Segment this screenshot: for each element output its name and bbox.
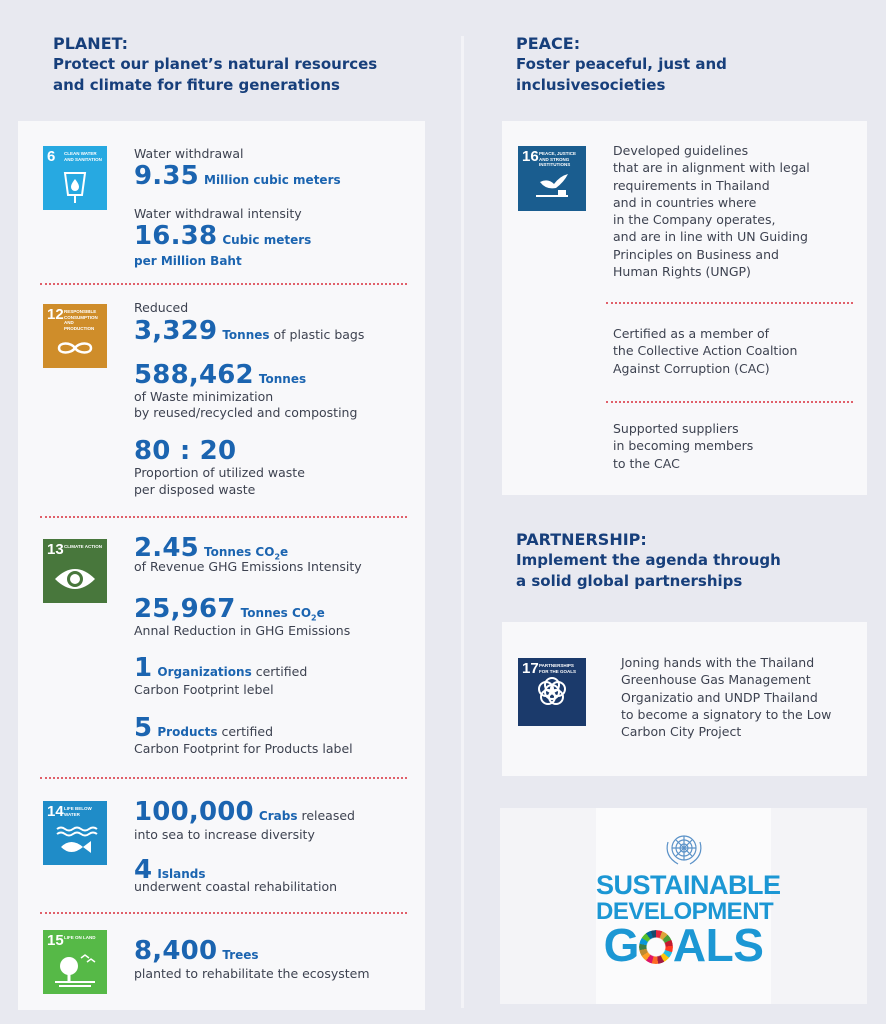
partnership-text-line: Joning hands with the Thailand xyxy=(621,655,815,670)
sdg13-number: 13 xyxy=(47,541,64,558)
reduction-unit-e: e xyxy=(316,606,325,620)
peace-title: PEACE: xyxy=(516,34,581,53)
sdg6-number: 6 xyxy=(47,148,56,165)
plastic-text: of plastic bags xyxy=(269,327,365,342)
separator xyxy=(40,283,407,285)
sdg17-icon xyxy=(518,658,586,726)
sdg12-icon xyxy=(43,304,107,368)
intensity-metric xyxy=(134,222,311,250)
peace-heading xyxy=(516,34,727,96)
sdg-logo-line-2: DEVELOPMENT xyxy=(596,898,774,925)
sdg15-number: 15 xyxy=(47,932,64,949)
sdg-logo xyxy=(596,808,781,1004)
waste-metric xyxy=(134,361,306,389)
waste-line-1: of Waste minimization xyxy=(134,389,274,404)
sdg12-number: 12 xyxy=(47,306,64,323)
partnership-text-line: Greenhouse Gas Management xyxy=(621,672,811,688)
partnership-text xyxy=(621,654,831,740)
sdg15-icon xyxy=(43,930,107,994)
partnership-heading xyxy=(516,530,781,592)
org-value: 1 xyxy=(134,653,153,683)
separator xyxy=(40,777,407,779)
water-metric xyxy=(134,162,341,190)
partnership-text-line: Organizatio and UNDP Thailand xyxy=(621,689,818,705)
sdg6-caption: CLEAN WATER AND SANITATION xyxy=(64,151,102,162)
separator xyxy=(606,401,853,403)
org-unit: Organizations xyxy=(157,665,252,679)
peace-item-3-line: Supported suppliers xyxy=(613,421,739,436)
islands-unit: Islands xyxy=(157,867,206,881)
sdg14-icon xyxy=(43,801,107,865)
sdg14-caption: LIFE BELOW WATER xyxy=(64,806,92,817)
trees-value: 8,400 xyxy=(134,936,218,966)
sdg-logo-g: G xyxy=(603,919,639,971)
crabs-metric xyxy=(134,798,355,826)
trees-metric xyxy=(134,937,259,965)
peace-item-2-line: Certified as a member of xyxy=(613,326,770,341)
intensity-unit-2: per Million Baht xyxy=(134,254,242,268)
planet-title: PLANET: xyxy=(53,34,129,53)
sdg17-caption: PARTNERSHIPS FOR THE GOALS xyxy=(539,663,576,674)
reduction-text: Annal Reduction in GHG Emissions xyxy=(134,623,351,638)
sdg16-caption: PEACE, JUSTICE AND STRONG INSTITUTIONS xyxy=(539,151,577,167)
crabs-value: 100,000 xyxy=(134,797,254,827)
partnership-title: PARTNERSHIP: xyxy=(516,530,647,549)
plastic-metric xyxy=(134,317,364,345)
sdg16-icon xyxy=(518,146,586,211)
intensity-label: Water withdrawal intensity xyxy=(134,206,302,221)
column-divider xyxy=(461,36,464,1008)
plastic-value: 3,329 xyxy=(134,316,218,346)
peace-item-1-line: that are in alignment with legal xyxy=(613,160,810,176)
prod-unit: Products xyxy=(157,725,218,739)
peace-item-1-line: in the Company operates, xyxy=(613,212,776,228)
water-unit: Million cubic meters xyxy=(204,173,341,187)
un-emblem-icon xyxy=(662,832,706,868)
sdg-logo-panel xyxy=(500,808,867,1004)
reduction-value: 25,967 xyxy=(134,594,236,624)
water-label: Water withdrawal xyxy=(134,146,244,161)
trees-unit: Trees xyxy=(222,948,259,962)
planet-heading xyxy=(53,34,377,96)
sdg16-number: 16 xyxy=(522,148,539,165)
peace-item-1-line: Developed guidelines xyxy=(613,143,749,158)
peace-item-2 xyxy=(613,325,797,377)
islands-line-2: underwent coastal rehabilitation xyxy=(134,879,338,894)
ghg-unit-e: e xyxy=(280,545,289,559)
ratio-line-1: Proportion of utilized waste xyxy=(134,465,305,480)
water-value: 9.35 xyxy=(134,161,199,191)
sdg-wheel-icon xyxy=(639,930,673,964)
separator xyxy=(40,912,407,914)
partnership-text-line: Carbon City Project xyxy=(621,724,742,740)
peace-subtitle-2: inclusivesocieties xyxy=(516,76,666,94)
peace-item-1-line: and are in line with UN Guiding xyxy=(613,229,808,245)
planet-card xyxy=(18,121,425,1010)
peace-subtitle-1: Foster peaceful, just and xyxy=(516,55,727,73)
ghg-unit-text: Tonnes CO xyxy=(204,545,275,559)
org-line-2: Carbon Footprint lebel xyxy=(134,682,274,697)
peace-card xyxy=(502,121,867,495)
crabs-text: released xyxy=(297,808,355,823)
peace-item-1-line: and in countries where xyxy=(613,194,757,210)
ghg-value: 2.45 xyxy=(134,533,199,563)
separator xyxy=(606,302,853,304)
org-text: certified xyxy=(251,664,308,679)
peace-item-1-line: requirements in Thailand xyxy=(613,177,770,193)
planet-subtitle-1: Protect our planet’s natural resources xyxy=(53,55,378,73)
reduction-unit-sub: 2 xyxy=(311,613,317,623)
partnership-card xyxy=(502,622,867,776)
peace-item-2-line: Against Corruption (CAC) xyxy=(613,360,770,376)
sdg13-caption: CLIMATE ACTION xyxy=(64,544,102,549)
partnership-subtitle-2: a solid global partnerships xyxy=(516,572,743,590)
waste-line-2: by reused/recycled and composting xyxy=(134,405,358,420)
reduced-label: Reduced xyxy=(134,300,189,315)
reduction-unit-text: Tonnes CO xyxy=(240,606,312,620)
intensity-unit: Cubic meters xyxy=(222,233,312,247)
sdg13-icon xyxy=(43,539,107,603)
peace-item-2-line: the Collective Action Coaltion xyxy=(613,343,798,359)
prod-line-2: Carbon Footprint for Products label xyxy=(134,741,353,756)
sdg-logo-line-3 xyxy=(596,921,771,969)
waste-unit: Tonnes xyxy=(258,372,307,386)
peace-item-1-line: Human Rights (UNGP) xyxy=(613,264,751,280)
peace-item-1 xyxy=(613,142,810,280)
sdg-logo-als: ALS xyxy=(672,919,764,971)
trees-line-2: planted to rehabilitate the ecosystem xyxy=(134,966,370,981)
intensity-value: 16.38 xyxy=(134,221,218,251)
ghg-unit-sub: 2 xyxy=(274,552,281,562)
sdg14-number: 14 xyxy=(47,803,64,820)
prod-metric xyxy=(134,714,273,742)
ghg-text: of Revenue GHG Emissions Intensity xyxy=(134,559,362,574)
sdg6-icon xyxy=(43,146,107,210)
islands-value: 4 xyxy=(134,855,153,885)
planet-subtitle-2: and climate for fiture generations xyxy=(53,76,340,94)
reduction-metric xyxy=(134,595,325,623)
prod-value: 5 xyxy=(134,713,153,743)
peace-item-3-line: in becoming members xyxy=(613,438,754,454)
crabs-line-2: into sea to increase diversity xyxy=(134,827,315,842)
org-metric xyxy=(134,654,307,682)
waste-value: 588,462 xyxy=(134,360,254,390)
crabs-unit: Crabs xyxy=(258,809,298,823)
peace-item-3-line: to the CAC xyxy=(613,455,680,471)
prod-text: certified xyxy=(217,724,274,739)
sdg-logo-line-1: SUSTAINABLE xyxy=(596,870,781,900)
sdg15-caption: LIFE ON LAND xyxy=(64,935,96,940)
reduction-unit xyxy=(240,606,325,623)
partnership-text-line: to become a signatory to the Low xyxy=(621,706,832,722)
peace-item-3 xyxy=(613,420,753,472)
plastic-unit: Tonnes xyxy=(222,328,270,342)
ratio-line-2: per disposed waste xyxy=(134,482,256,497)
separator xyxy=(40,516,407,518)
ghg-unit xyxy=(204,545,289,562)
partnership-subtitle-1: Implement the agenda through xyxy=(516,551,781,569)
sdg12-caption: RESPONSIBLE CONSUMPTION AND PRODUCTION xyxy=(64,309,98,331)
ratio-value: 80 : 20 xyxy=(134,436,237,466)
sdg17-number: 17 xyxy=(522,660,539,677)
peace-item-1-line: Principles on Business and xyxy=(613,246,779,262)
